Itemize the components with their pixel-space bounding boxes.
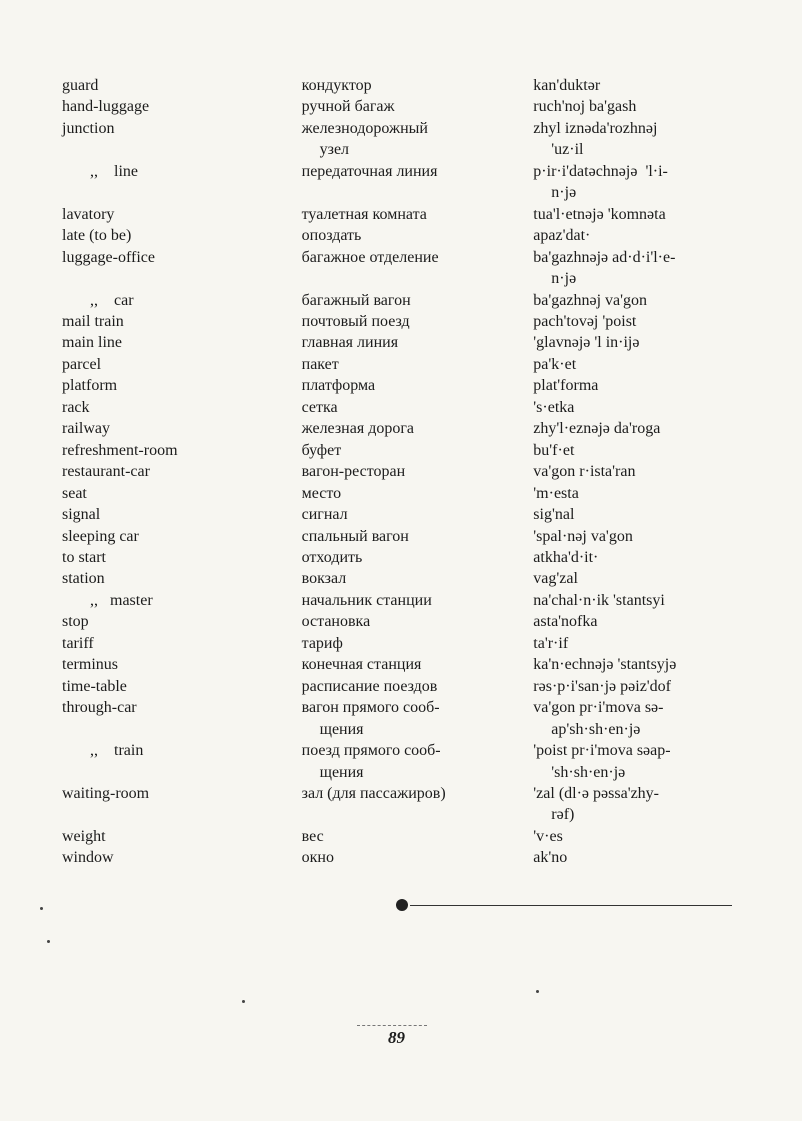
russian-term-line: узел <box>319 141 350 159</box>
page-number: 89 <box>388 1028 405 1047</box>
glossary-entry <box>62 225 762 246</box>
russian-term <box>302 654 534 675</box>
english-term <box>62 611 302 632</box>
english-term <box>62 633 302 654</box>
russian-term-line: тариф <box>301 634 343 652</box>
english-term <box>62 783 302 826</box>
russian-term-line: вес <box>301 827 324 845</box>
russian-term <box>302 332 534 353</box>
english-term-line: to start <box>62 548 106 566</box>
russian-term-line: багажный вагон <box>301 291 411 309</box>
russian-term <box>302 397 534 418</box>
russian-term-line: почтовый поезд <box>301 312 410 330</box>
transliteration <box>533 783 762 826</box>
transliteration-line: plat'forma <box>533 377 599 395</box>
russian-term <box>302 96 534 117</box>
english-term <box>62 247 302 290</box>
print-speck <box>47 940 50 943</box>
transliteration-line: ta'r·if <box>533 634 569 652</box>
english-term <box>62 526 302 547</box>
english-term-line: main line <box>62 334 122 352</box>
english-term <box>62 290 302 311</box>
english-term <box>62 118 302 161</box>
glossary-entry <box>62 633 762 654</box>
russian-term-line: платформа <box>301 377 376 395</box>
russian-term <box>302 461 534 482</box>
russian-term <box>302 504 534 525</box>
english-term <box>62 590 302 611</box>
transliteration-line: sig'nal <box>533 506 575 524</box>
russian-term-line: щения <box>319 763 364 781</box>
russian-term-line: отходить <box>301 548 363 566</box>
transliteration <box>533 547 762 568</box>
transliteration <box>533 375 762 396</box>
transliteration <box>533 247 762 290</box>
transliteration-line: atkha'd·it· <box>533 548 599 566</box>
glossary-entry <box>62 440 762 461</box>
russian-term <box>302 676 534 697</box>
russian-term <box>302 375 534 396</box>
transliteration-line: va'gon pr·i'mova sə- <box>533 699 664 717</box>
transliteration <box>533 740 762 783</box>
glossary-entry <box>62 161 762 204</box>
glossary-entry <box>62 375 762 396</box>
russian-term-line: спальный вагон <box>301 527 409 545</box>
transliteration-line: ak'no <box>533 849 568 867</box>
english-term <box>62 225 302 246</box>
transliteration <box>533 504 762 525</box>
glossary-entry <box>62 676 762 697</box>
transliteration-line: ka'n·echnəjə 'stantsyjə <box>533 656 677 674</box>
ornament-dot-icon <box>396 899 408 911</box>
russian-term <box>302 225 534 246</box>
glossary-entry <box>62 204 762 225</box>
english-term-line: window <box>62 849 114 867</box>
english-term <box>62 204 302 225</box>
glossary-entry <box>62 311 762 332</box>
glossary-entry <box>62 332 762 353</box>
transliteration-line: zhyl iznəda'rozhnəj <box>533 119 658 137</box>
glossary-entry <box>62 826 762 847</box>
russian-term-line: щения <box>319 720 364 738</box>
transliteration <box>533 611 762 632</box>
transliteration-line: va'gon r·ista'ran <box>533 463 636 481</box>
english-term-line: station <box>62 570 105 588</box>
transliteration-line: rəf) <box>551 806 575 824</box>
english-term-line: stop <box>62 613 89 631</box>
glossary-entry <box>62 568 762 589</box>
russian-term-line: расписание поездов <box>301 677 438 695</box>
transliteration-line: pa'k·et <box>533 355 577 373</box>
transliteration-line: p·ir·i'datəchnəjə 'l·i- <box>533 162 668 180</box>
english-term <box>62 483 302 504</box>
russian-term-line: вокзал <box>301 570 347 588</box>
russian-term <box>302 418 534 439</box>
transliteration <box>533 483 762 504</box>
russian-term-line: железнодорожный <box>301 119 428 137</box>
russian-term-line: кондуктор <box>301 77 372 94</box>
transliteration-line: 'poist pr·i'mova səap- <box>533 742 671 760</box>
english-term <box>62 397 302 418</box>
transliteration <box>533 697 762 740</box>
russian-term <box>302 290 534 311</box>
russian-term <box>302 740 534 783</box>
english-term-line: luggage-office <box>62 248 155 266</box>
glossary-entry <box>62 118 762 161</box>
russian-term-line: железная дорога <box>301 420 414 438</box>
transliteration <box>533 118 762 161</box>
divider <box>410 905 732 906</box>
russian-term <box>302 611 534 632</box>
transliteration-line: asta'nofka <box>533 613 598 631</box>
transliteration-line: ap'sh·sh·en·jə <box>551 720 641 738</box>
transliteration <box>533 418 762 439</box>
glossary-entry <box>62 96 762 117</box>
russian-term-line: место <box>301 484 342 502</box>
russian-term-line: зал (для пассажиров) <box>301 784 446 802</box>
english-term <box>62 504 302 525</box>
glossary-entry <box>62 483 762 504</box>
transliteration <box>533 96 762 117</box>
transliteration-line: 'v·es <box>533 827 563 845</box>
transliteration <box>533 332 762 353</box>
glossary-entry <box>62 590 762 611</box>
english-term-line: lavatory <box>62 205 115 223</box>
transliteration <box>533 654 762 675</box>
transliteration-line: na'chal·n·ik 'stantsyi <box>533 591 665 609</box>
glossary-entry <box>62 354 762 375</box>
transliteration-line: ba'gazhnəj va'gon <box>533 291 648 309</box>
transliteration-line: apaz'dat· <box>533 227 591 245</box>
russian-term <box>302 590 534 611</box>
russian-term-line: пакет <box>301 355 339 373</box>
english-term-line: junction <box>62 119 115 137</box>
english-term <box>62 740 302 783</box>
transliteration-line: pach'tovəj 'poist <box>533 312 637 330</box>
english-term <box>62 547 302 568</box>
english-term-line: tariff <box>62 634 94 652</box>
english-term <box>62 96 302 117</box>
english-term-line: rack <box>62 398 90 416</box>
russian-term <box>302 440 534 461</box>
english-term-line: seat <box>62 484 87 502</box>
english-term-line: ,, line <box>90 162 138 180</box>
english-term-line: waiting-room <box>62 784 150 802</box>
english-term-line: sleeping car <box>62 527 139 545</box>
english-term <box>62 418 302 439</box>
russian-term <box>302 118 534 161</box>
glossary-entry <box>62 461 762 482</box>
russian-term <box>302 633 534 654</box>
transliteration <box>533 590 762 611</box>
glossary-entry <box>62 397 762 418</box>
transliteration-line: vag'zal <box>533 570 578 588</box>
russian-term-line: конечная станция <box>301 656 422 674</box>
transliteration <box>533 354 762 375</box>
english-term-line: mail train <box>62 312 124 330</box>
transliteration <box>533 311 762 332</box>
russian-term-line: сетка <box>301 398 338 416</box>
print-speck <box>242 1000 245 1003</box>
english-term <box>62 375 302 396</box>
russian-term-line: сигнал <box>301 506 348 524</box>
russian-term <box>302 826 534 847</box>
russian-term <box>302 783 534 826</box>
english-term-line: ,, master <box>90 591 153 609</box>
transliteration-line: 'sh·sh·en·jə <box>551 763 626 781</box>
english-term-line: terminus <box>62 656 118 674</box>
english-term-line: railway <box>62 420 110 438</box>
russian-term-line: туалетная комната <box>301 205 427 223</box>
transliteration-line: kan'duktər <box>533 77 601 94</box>
print-speck <box>536 990 539 993</box>
transliteration-line: n·jə <box>551 270 577 288</box>
transliteration-line: rəs·p·i'san·jə pəiz'dof <box>533 677 671 695</box>
english-term-line: ,, train <box>90 742 144 760</box>
transliteration-line: bu'f·et <box>533 441 575 459</box>
russian-term-line: начальник станции <box>301 591 432 609</box>
transliteration <box>533 633 762 654</box>
transliteration <box>533 826 762 847</box>
transliteration <box>533 397 762 418</box>
english-term <box>62 332 302 353</box>
transliteration-line: 's·etka <box>533 398 575 416</box>
english-term <box>62 697 302 740</box>
english-term-line: signal <box>62 506 101 524</box>
glossary-entry <box>62 654 762 675</box>
glossary-entry <box>62 247 762 290</box>
transliteration-line: 'glavnəjə 'l in·ijə <box>533 334 640 352</box>
russian-term-line: буфет <box>301 441 342 459</box>
transliteration-line: ruch'noj ba'gash <box>533 98 637 116</box>
english-term-line: late (to be) <box>62 227 132 245</box>
english-term <box>62 440 302 461</box>
english-term <box>62 354 302 375</box>
ornamental-rule <box>396 899 732 911</box>
english-term <box>62 676 302 697</box>
english-term-line: platform <box>62 377 118 395</box>
english-term-line: restaurant-car <box>62 463 150 481</box>
english-term-line: guard <box>62 77 99 94</box>
transliteration <box>533 75 762 96</box>
russian-term <box>302 547 534 568</box>
russian-term-line: опоздать <box>301 227 362 245</box>
transliteration-line: 'zal (dl·ə pəssa'zhy- <box>533 784 659 802</box>
english-term-line: refreshment-room <box>62 441 178 459</box>
transliteration-line: 'uz·il <box>551 141 584 159</box>
english-term <box>62 161 302 204</box>
glossary-entry <box>62 847 762 868</box>
transliteration <box>533 847 762 868</box>
english-term <box>62 75 302 96</box>
russian-term <box>302 697 534 740</box>
glossary-entry <box>62 526 762 547</box>
english-term-line: hand-luggage <box>62 98 150 116</box>
glossary-entry <box>62 740 762 783</box>
russian-term <box>302 483 534 504</box>
glossary-entry <box>62 75 762 96</box>
transliteration-line: 'spal·nəj va'gon <box>533 527 633 545</box>
russian-term <box>302 75 534 96</box>
russian-term-line: передаточная линия <box>301 162 438 180</box>
transliteration <box>533 161 762 204</box>
transliteration <box>533 526 762 547</box>
russian-term-line: вагон-ресторан <box>301 463 406 481</box>
transliteration-line: tua'l·etnəjə 'komnəta <box>533 205 666 223</box>
glossary-table <box>62 75 762 869</box>
russian-term <box>302 526 534 547</box>
russian-term-line: поезд прямого сооб- <box>301 742 441 760</box>
english-term-line: parcel <box>62 355 102 373</box>
english-term-line: through-car <box>62 699 137 717</box>
russian-term <box>302 204 534 225</box>
english-term <box>62 654 302 675</box>
glossary-entry <box>62 783 762 826</box>
english-term-line: ,, car <box>90 291 134 309</box>
transliteration-line: 'm·esta <box>533 484 579 502</box>
english-term <box>62 311 302 332</box>
transliteration <box>533 225 762 246</box>
russian-term <box>302 847 534 868</box>
russian-term-line: окно <box>301 849 334 867</box>
transliteration <box>533 204 762 225</box>
english-term <box>62 461 302 482</box>
russian-term-line: остановка <box>301 613 371 631</box>
english-term <box>62 847 302 868</box>
transliteration <box>533 440 762 461</box>
russian-term-line: багажное отделение <box>301 248 439 266</box>
russian-term <box>302 247 534 290</box>
glossary-entry <box>62 611 762 632</box>
russian-term-line: главная линия <box>301 334 399 352</box>
glossary-entry <box>62 418 762 439</box>
russian-term <box>302 161 534 204</box>
transliteration <box>533 676 762 697</box>
glossary-entry <box>62 547 762 568</box>
glossary-entry <box>62 290 762 311</box>
print-speck <box>40 907 43 910</box>
english-term-line: time-table <box>62 677 127 695</box>
transliteration-line: n·jə <box>551 184 577 202</box>
russian-term <box>302 568 534 589</box>
transliteration <box>533 290 762 311</box>
russian-term-line: вагон прямого сооб- <box>301 699 440 717</box>
transliteration-line: zhy'l·eznəjə da'roga <box>533 420 661 438</box>
transliteration <box>533 568 762 589</box>
english-term <box>62 826 302 847</box>
russian-term <box>302 311 534 332</box>
transliteration <box>533 461 762 482</box>
russian-term <box>302 354 534 375</box>
english-term <box>62 568 302 589</box>
glossary-entry <box>62 504 762 525</box>
english-term-line: weight <box>62 827 106 845</box>
transliteration-line: ba'gazhnəjə ad·d·i'l·e- <box>533 248 676 266</box>
glossary-entry <box>62 697 762 740</box>
russian-term-line: ручной багаж <box>301 98 395 116</box>
